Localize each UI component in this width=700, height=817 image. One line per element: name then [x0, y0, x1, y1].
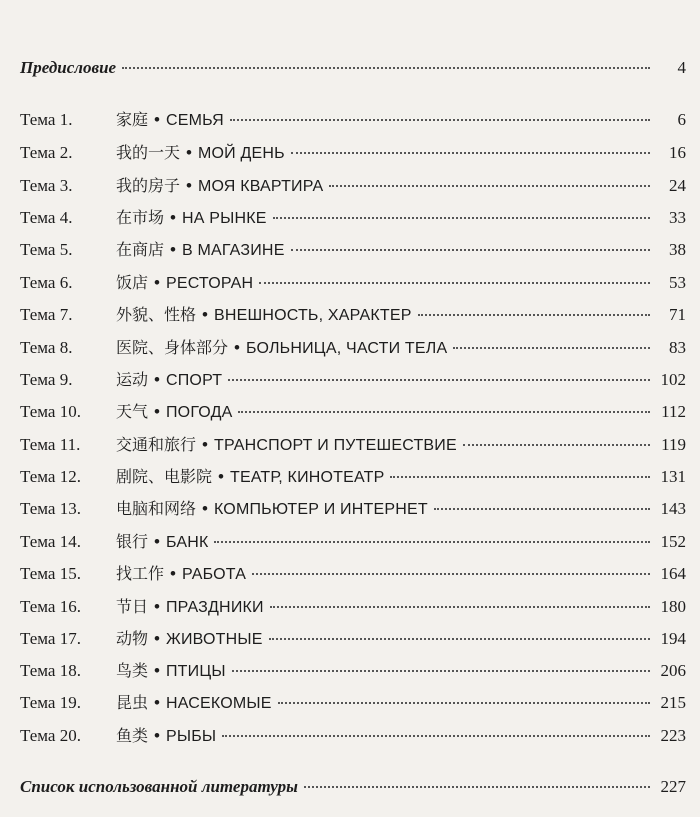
toc-entry[interactable] [20, 723, 686, 749]
toc-entry-russian: МОЙ ДЕНЬ [197, 145, 285, 162]
toc-entry-chinese: 天气 [116, 402, 149, 421]
dot-leader [270, 606, 650, 608]
toc-entry-russian: СПОРТ [165, 372, 223, 389]
toc-page-number: 215 [660, 693, 686, 712]
toc-entry-label: Тема 3. [20, 176, 73, 195]
toc-entry-label: Тема 14. [20, 532, 81, 551]
toc-page-number: 71 [669, 305, 686, 324]
bullet-separator: • [154, 661, 160, 680]
toc-entry-chinese: 动物 [116, 629, 149, 648]
toc-page-number: 194 [660, 629, 686, 648]
toc-entry-chinese: 在商店 [116, 240, 165, 259]
toc-entry-label: Тема 11. [20, 435, 81, 454]
dot-leader [232, 670, 650, 672]
toc-entry-russian: ПТИЦЫ [165, 663, 226, 680]
toc-entry-label: Тема 19. [20, 693, 81, 712]
toc-page-number: 83 [669, 338, 686, 357]
bullet-separator: • [154, 532, 160, 551]
toc-entry-russian: ВНЕШНОСТЬ, ХАРАКТЕР [213, 307, 412, 324]
bullet-separator: • [154, 370, 160, 389]
toc-entry-russian: ТЕАТР, КИНОТЕАТР [229, 469, 385, 486]
toc-entry[interactable] [20, 237, 686, 263]
toc-entry-chinese: 运动 [116, 370, 149, 389]
dot-leader [259, 282, 650, 284]
toc-entry-russian: БАНК [165, 534, 209, 551]
toc-entry[interactable] [20, 594, 686, 620]
toc-page-number: 227 [660, 777, 686, 796]
toc-page-number: 180 [660, 597, 686, 616]
dot-leader [463, 444, 650, 446]
toc-page-number: 152 [660, 532, 686, 551]
dot-leader [418, 314, 650, 316]
toc-entry-russian: СЕМЬЯ [165, 112, 224, 129]
toc-page-number: 119 [661, 435, 686, 454]
dot-leader [453, 347, 650, 349]
toc-page-number: 6 [677, 110, 686, 129]
toc-entry[interactable] [20, 140, 686, 166]
toc-entry-chinese: 我的房子 [116, 176, 181, 195]
dot-leader [434, 508, 650, 510]
bullet-separator: • [186, 176, 192, 195]
toc-entry-chinese: 医院、身体部分 [116, 338, 229, 357]
toc-entry-label: Тема 13. [20, 499, 81, 518]
toc-entry-chinese: 外貌、性格 [116, 305, 197, 324]
dot-leader [273, 217, 650, 219]
toc-entry-label: Тема 5. [20, 240, 73, 259]
toc-entry-chinese: 我的一天 [116, 143, 181, 162]
toc-entry[interactable] [20, 335, 686, 361]
toc-entry-chinese: 昆虫 [116, 693, 149, 712]
toc-entry[interactable] [20, 658, 686, 684]
toc-entry-chinese: 剧院、电影院 [116, 467, 213, 486]
toc-entry-russian: РАБОТА [181, 566, 247, 583]
toc-preface[interactable] [20, 58, 686, 84]
bullet-separator: • [154, 693, 160, 712]
toc-entry[interactable] [20, 107, 686, 133]
toc-entry-label: Тема 9. [20, 370, 73, 389]
dot-leader [238, 411, 650, 413]
toc-entry[interactable] [20, 173, 686, 199]
toc-entry-russian: РЕСТОРАН [165, 275, 254, 292]
toc-entry-label: Тема 7. [20, 305, 73, 324]
toc-entry-chinese: 饭店 [116, 273, 149, 292]
bullet-separator: • [186, 143, 192, 162]
toc-entry-label: Тема 4. [20, 208, 73, 227]
bullet-separator: • [218, 467, 224, 486]
dot-leader [252, 573, 650, 575]
toc-page-number: 143 [660, 499, 686, 518]
toc-entry-chinese: 交通和旅行 [116, 435, 197, 454]
toc-entry[interactable] [20, 270, 686, 296]
toc-entry-chinese: 电脑和网络 [116, 499, 197, 518]
dot-leader [228, 379, 650, 381]
toc-entry[interactable] [20, 464, 686, 490]
toc-entry-label: Тема 15. [20, 564, 81, 583]
toc-bibliography[interactable] [20, 777, 686, 803]
toc-entry-chinese: 家庭 [116, 110, 149, 129]
toc-entry-russian: МОЯ КВАРТИРА [197, 178, 324, 195]
bullet-separator: • [154, 402, 160, 421]
bullet-separator: • [170, 240, 176, 259]
bullet-separator: • [154, 110, 160, 129]
toc-entry[interactable] [20, 690, 686, 716]
toc-page-number: 16 [669, 143, 686, 162]
dot-leader [269, 638, 650, 640]
toc-entry-chinese: 鸟类 [116, 661, 149, 680]
toc-entry[interactable] [20, 205, 686, 231]
toc-page-number: 33 [669, 208, 686, 227]
dot-leader [291, 152, 650, 154]
toc-preface-title: Предисловие [20, 58, 117, 77]
toc-page-number: 206 [660, 661, 686, 680]
toc-entry[interactable] [20, 399, 686, 425]
dot-leader [304, 786, 650, 788]
toc-entry-chinese: 节日 [116, 597, 149, 616]
toc-page-number: 112 [661, 402, 686, 421]
toc-entry-russian: НАСЕКОМЫЕ [165, 695, 272, 712]
toc-entry-label: Тема 18. [20, 661, 81, 680]
toc-entry-russian: ТРАНСПОРТ И ПУТЕШЕСТВИЕ [213, 437, 457, 454]
bullet-separator: • [234, 338, 240, 357]
toc-entry[interactable] [20, 367, 686, 393]
toc-entry[interactable] [20, 432, 686, 458]
toc-page-number: 131 [660, 467, 686, 486]
toc-entry-label: Тема 20. [20, 726, 81, 745]
bullet-separator: • [202, 499, 208, 518]
toc-entry-label: Тема 1. [20, 110, 73, 129]
bullet-separator: • [170, 208, 176, 227]
bullet-separator: • [202, 435, 208, 454]
toc-entry[interactable] [20, 529, 686, 555]
toc-entry-russian: РЫБЫ [165, 728, 217, 745]
toc-entry-label: Тема 17. [20, 629, 81, 648]
toc-page-number: 38 [669, 240, 686, 259]
toc-page-number: 223 [660, 726, 686, 745]
toc-entry-russian: ПРАЗДНИКИ [165, 599, 264, 616]
toc-entry[interactable] [20, 561, 686, 587]
toc-entry-label: Тема 2. [20, 143, 73, 162]
dot-leader [390, 476, 650, 478]
toc-page-number: 102 [660, 370, 686, 389]
toc-entry-label: Тема 6. [20, 273, 73, 292]
toc-page-number: 24 [669, 176, 686, 195]
toc-entry-chinese: 鱼类 [116, 726, 149, 745]
toc-entry[interactable] [20, 302, 686, 328]
bullet-separator: • [154, 597, 160, 616]
toc-bibliography-title: Список использованной литературы [20, 777, 298, 796]
toc-page-number: 53 [669, 273, 686, 292]
toc-entry-chinese: 找工作 [116, 564, 165, 583]
dot-leader [291, 249, 650, 251]
toc-entry-chinese: 银行 [116, 532, 149, 551]
toc-entry-label: Тема 8. [20, 338, 73, 357]
dot-leader [122, 67, 650, 69]
toc-entry-russian: БОЛЬНИЦА, ЧАСТИ ТЕЛА [245, 340, 448, 357]
toc-page-number: 4 [677, 58, 686, 77]
bullet-separator: • [154, 629, 160, 648]
toc-entry[interactable] [20, 626, 686, 652]
dot-leader [329, 185, 650, 187]
dot-leader [278, 702, 650, 704]
bullet-separator: • [154, 726, 160, 745]
toc-entry-russian: В МАГАЗИНЕ [181, 242, 285, 259]
toc-entry-russian: ЖИВОТНЫЕ [165, 631, 263, 648]
dot-leader [222, 735, 650, 737]
toc-entry-chinese: 在市场 [116, 208, 165, 227]
bullet-separator: • [202, 305, 208, 324]
toc-entry[interactable] [20, 496, 686, 522]
toc-page-number: 164 [660, 564, 686, 583]
dot-leader [230, 119, 650, 121]
dot-leader [214, 541, 650, 543]
toc-entry-label: Тема 10. [20, 402, 81, 421]
toc-entry-russian: КОМПЬЮТЕР И ИНТЕРНЕТ [213, 501, 428, 518]
bullet-separator: • [170, 564, 176, 583]
bullet-separator: • [154, 273, 160, 292]
toc-entry-russian: НА РЫНКЕ [181, 210, 267, 227]
toc-entry-russian: ПОГОДА [165, 404, 233, 421]
toc-entry-label: Тема 12. [20, 467, 81, 486]
toc-entry-label: Тема 16. [20, 597, 81, 616]
